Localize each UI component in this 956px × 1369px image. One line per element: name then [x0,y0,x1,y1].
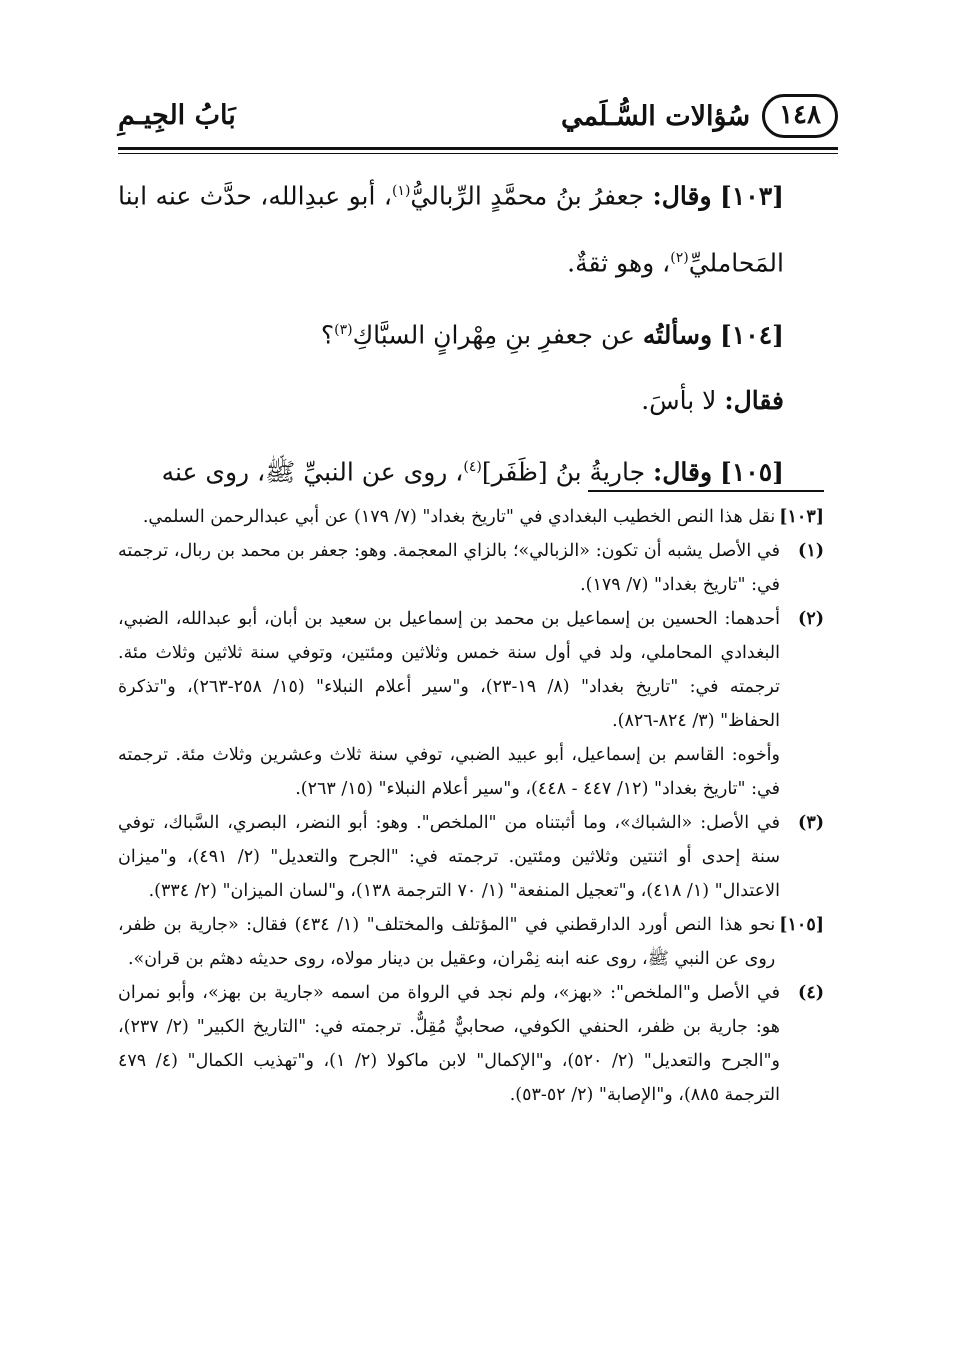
footnotes [118,500,824,1112]
entry-lead: وقال: [652,181,712,211]
footnote-text: وأخوه: القاسم بن إسماعيل، أبو عبيد الضبي، توفي سنة ثلاث وعشرين وثلاث مئة. ترجمته في: "تاريخ بغداد" (١٢/ ٤٤٧ - ٤٤٨)، و"سير أعلام النبلاء" (١٥/ ٢٦٣). [118,745,780,799]
footnote-1 [118,534,824,602]
footnote-103 [118,500,824,534]
footnote-ref: (١) [391,183,411,199]
running-header [561,94,838,138]
entry-text: ، وهو ثقةٌ. [567,248,671,278]
entry-text: لا بأسَ. [641,385,717,415]
page-number: ١٤٨ [762,94,838,138]
entry-lead: وسألتُه [642,319,713,349]
footnote-text: نحو هذا النص أورد الدارقطني في "المؤتلف والمختلف" (١/ ٤٣٤) فقال: «جارية بن ظفر، روى عن النبي ﷺ، روى عنه ابنه نِمْران، وعقيل بن دينار مولاه، روى حديثه دهثم بن قران». [118,915,776,969]
footnote-text: نقل هذا النص الخطيب البغدادي في "تاريخ بغداد" (٧/ ١٧٩) عن أبي عبدالرحمن السلمي. [142,507,776,527]
footnote-ref: (٢) [670,250,689,267]
footnote-label: (١) [798,541,824,561]
header-rule-thick [118,147,838,150]
footnote-2 [118,602,824,806]
entry-text: ، أبو عبدِالله، حدَّث عنه ابنا المَحامليِّ [118,181,784,278]
entry-lead: وقال: [653,457,713,487]
entry-104-answer [118,370,824,432]
entry-105 [118,436,824,503]
entry-text: ، روى عن النبيِّ ﷺ، روى عنه [161,457,464,487]
footnote-4 [118,976,824,1112]
footnote-text: أحدهما: الحسين بن إسماعيل بن محمد بن إسماعيل بن سعيد بن أبان، أبو عبدالله، الضبي، البغدادي المحاملي، ولد في أول سنة خمس وثلاثين ومئتين، وتوفي سنة ثلاثين وثلاث مئة. ترجمته في: "تاريخ بغداد" (٨/ ١٩-٢٣)، و"سير أعلام النبلاء" (١٥/ ٢٥٨-٢٦٣)، و"تذكرة الحفاظ" (٣/ ٨٢٤-٨٢٦). [118,609,780,731]
entry-104 [118,299,824,366]
entry-id: [١٠٥] [720,457,784,487]
footnote-ref: (٤) [463,458,482,475]
footnote-label: (٤) [798,983,824,1003]
footnote-text: في الأصل و"الملخص": «بهز»، ولم نجد في الرواة من اسمه «جارية بن بهز»، وأبو نمران هو: جارية بن ظفر، الحنفي الكوفي، صحابيٌّ مُقِلٌّ. ترجمته في: "التاريخ الكبير" (٢/ ٢٣٧)، و"الجرح والتعديل" (٢/ ٥٢٠)، و"الإكمال" لابن ماكولا (٢/ ١)، و"تهذيب الكمال" (٤/ ٤٧٩ الترجمة ٨٨٥)، و"الإصابة" (٢/ ٥٢-٥٣). [118,983,781,1105]
footnote-3 [118,806,824,908]
chapter-title: بَابُ الجِيـمِ [118,100,236,131]
footnote-label: (٢) [798,609,824,629]
entry-text: جعفرُ بنُ محمَّدٍ الرِّباليُّ [410,181,645,211]
entry-text: جاريةُ بنُ [ظَفَر] [481,457,646,487]
footnote-label: [١٠٥] [779,915,824,935]
book-title: سُؤالات السُّـلَمي [561,100,751,132]
entry-lead: فقال: [724,385,784,415]
entry-text: ؟ [320,319,335,349]
footnote-text: في الأصل: «الشباك»، وما أثبتناه من "الملخص". وهو: أبو النضر، البصري، السَّباك، توفي سنة إحدى أو اثنتين وثلاثين ومئتين. ترجمته في: "الجرح والتعديل" (٢/ ٤٩١)، و"ميزان الاعتدال" (١/ ٤١٨)، و"تعجيل المنفعة" (١/ ٧٠ الترجمة ١٣٨)، و"لسان الميزان" (٢/ ٣٣٤). [118,813,780,901]
footnote-separator [588,490,824,492]
entry-text: عن جعفرِ بنِ مِهْرانٍ السبَّاكِ [352,319,635,349]
footnote-text: في الأصل يشبه أن تكون: «الزبالي»؛ بالزاي المعجمة. وهو: جعفر بن محمد بن ربال، ترجمته في: "تاريخ بغداد" (٧/ ١٧٩). [118,541,780,595]
header-rule-thin [118,153,838,154]
entry-103 [118,160,824,295]
main-text [118,160,824,507]
footnote-105 [118,908,824,976]
footnote-label: [١٠٣] [779,507,824,527]
footnote-ref: (٣) [334,321,353,338]
entry-id: [١٠٤] [720,319,784,349]
footnote-label: (٣) [798,813,824,833]
entry-id: [١٠٣] [720,181,784,211]
